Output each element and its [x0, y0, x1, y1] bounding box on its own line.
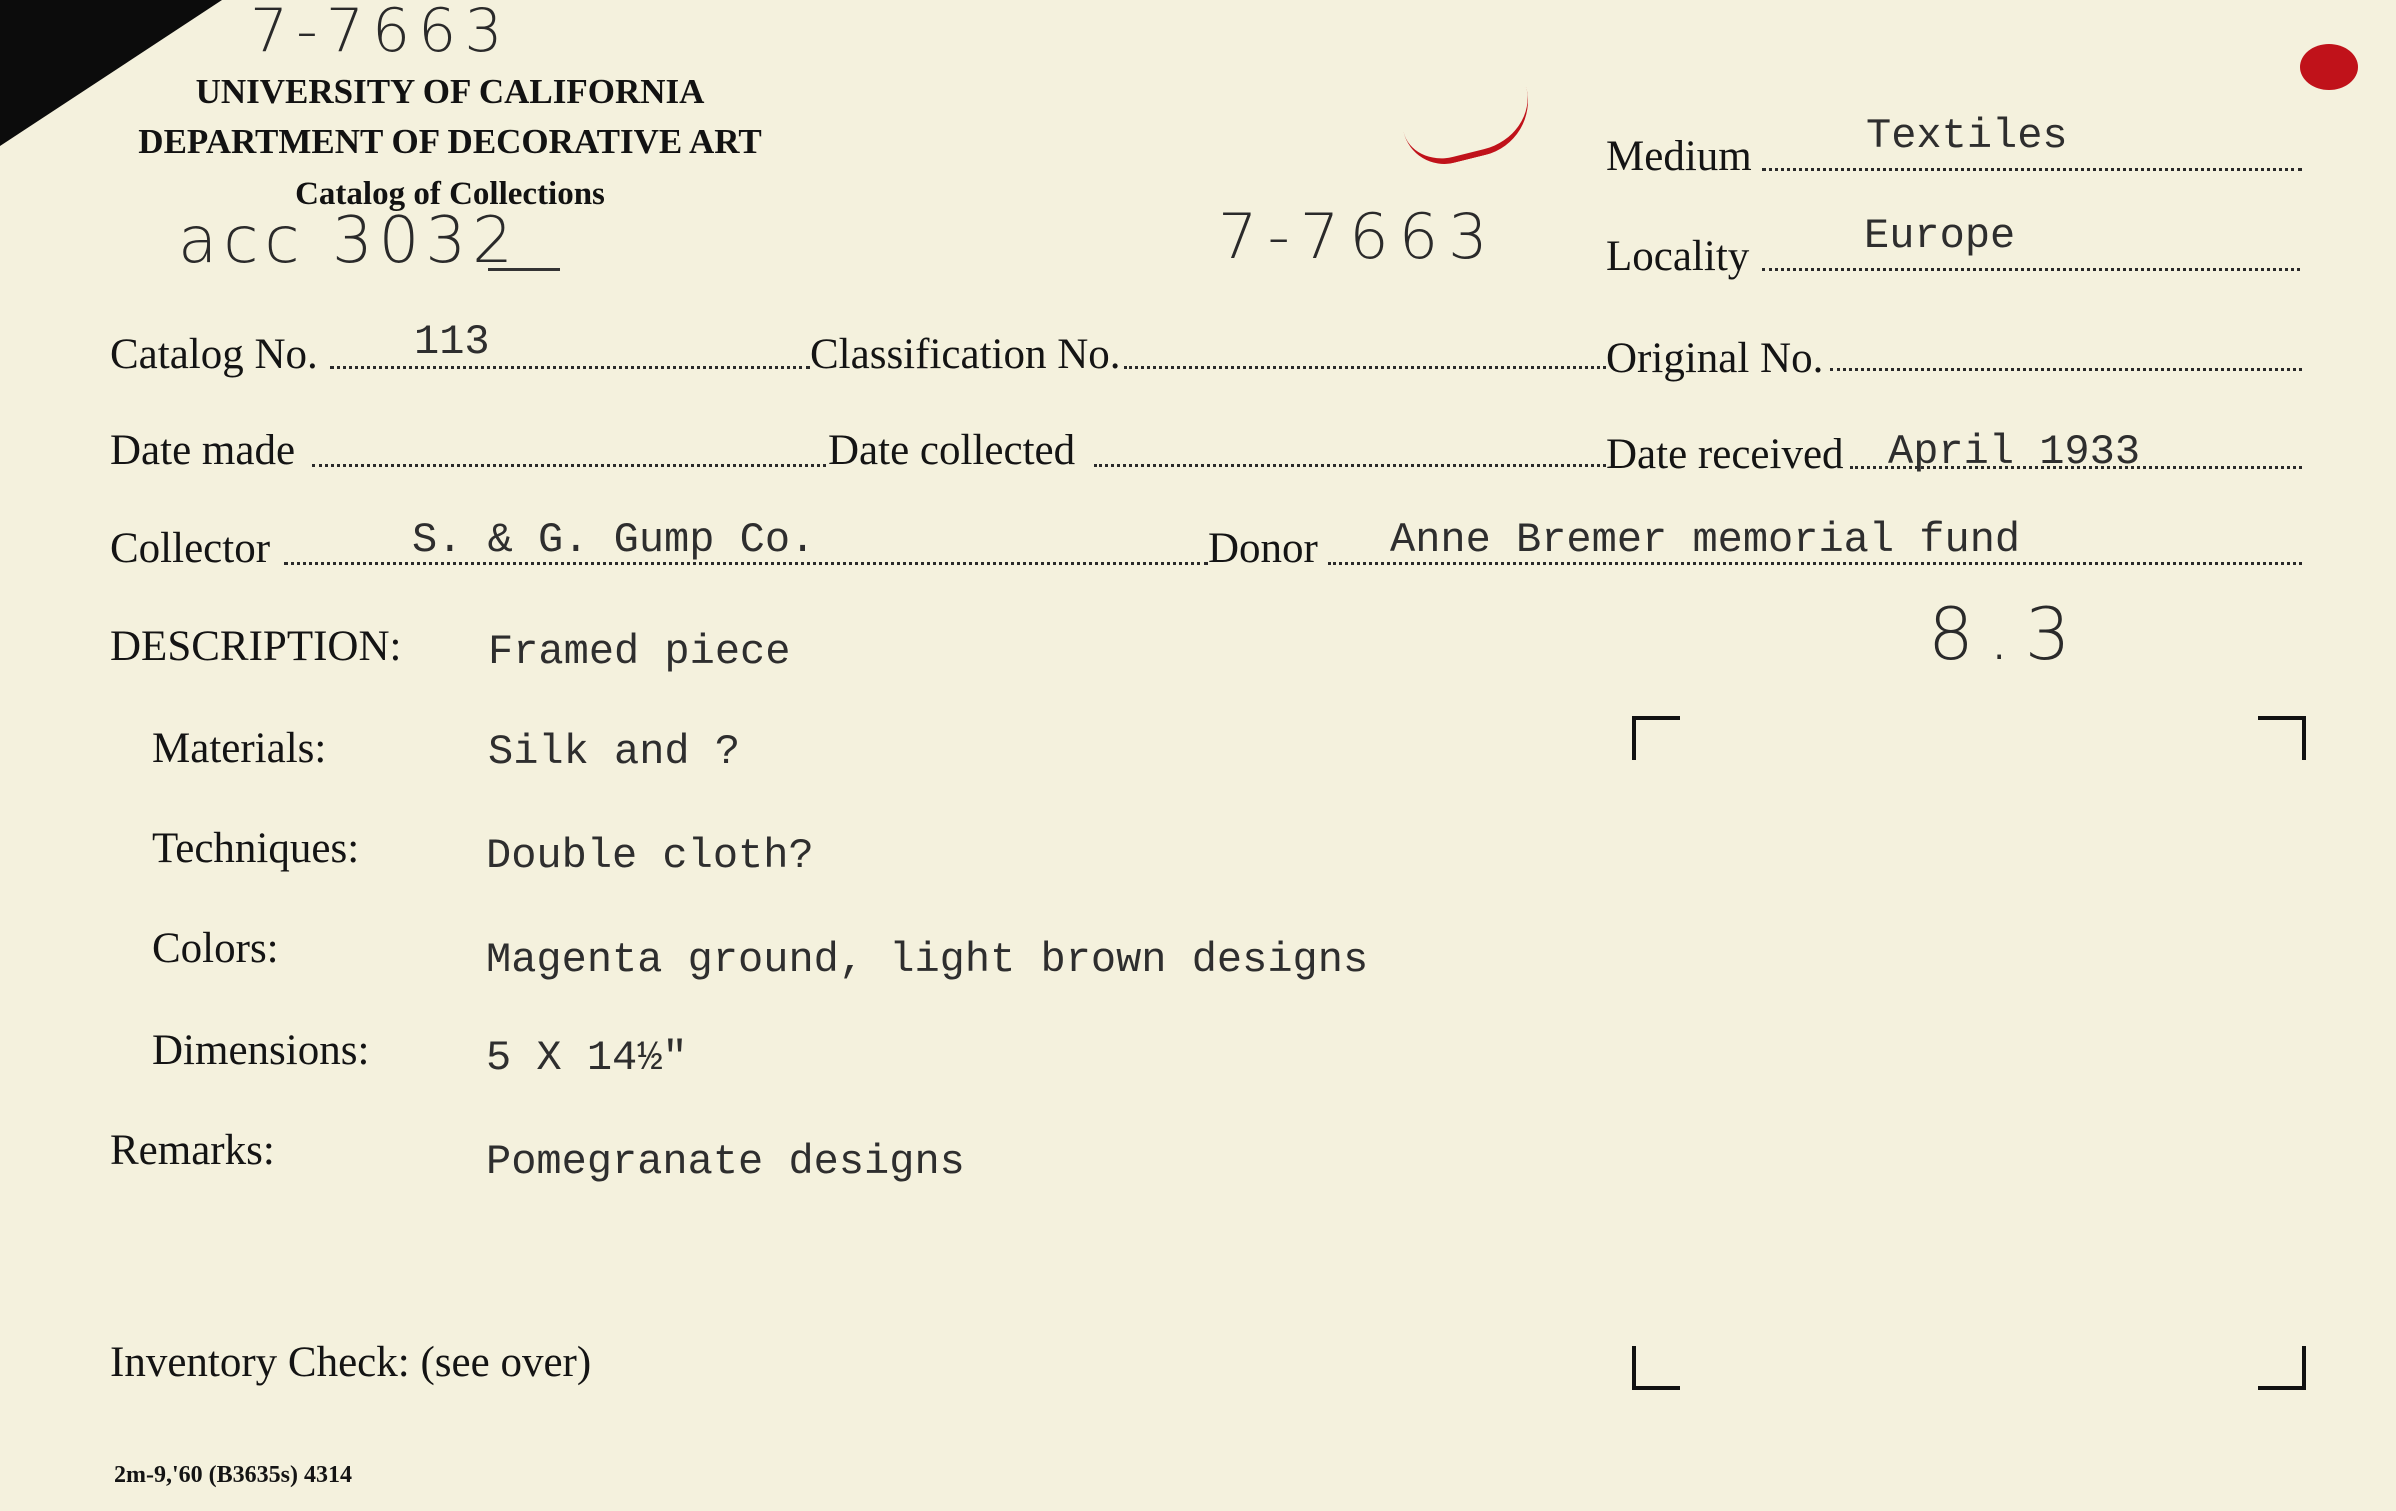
medium-line — [1762, 168, 2302, 171]
acc-underline — [488, 268, 560, 271]
donor-value: Anne Bremer memorial fund — [1390, 516, 2021, 564]
dimensions-label: Dimensions: — [152, 1027, 370, 1074]
corner-mark-bottom-right — [2258, 1346, 2306, 1390]
donor-label: Donor — [1208, 525, 1318, 572]
medium-label: Medium — [1606, 133, 1752, 180]
medium-value: Textiles — [1866, 112, 2068, 160]
remarks-label: Remarks: — [110, 1127, 275, 1174]
description-heading: DESCRIPTION: — [110, 623, 402, 670]
print-code: 2m-9,'60 (B3635s) 4314 — [114, 1462, 352, 1488]
techniques-value: Double cloth? — [486, 832, 814, 880]
red-dot-mark — [2300, 44, 2358, 90]
locality-line — [1762, 268, 2300, 271]
dimensions-value: 5 X 14½" — [486, 1034, 688, 1082]
date-collected-line — [1094, 464, 1606, 467]
remarks-value: Pomegranate designs — [486, 1138, 965, 1186]
accession-number-top: 7-7663 — [250, 0, 511, 66]
catalog-no-value: 113 — [414, 318, 490, 366]
acc-number: acc 3032 — [178, 204, 519, 278]
locality-value: Europe — [1864, 212, 2016, 260]
original-no-line — [1830, 368, 2302, 371]
red-check-mark — [1400, 87, 1540, 173]
collector-value: S. & G. Gump Co. — [412, 516, 816, 564]
materials-value: Silk and ? — [488, 728, 741, 776]
accession-number-mid: 7-7663 — [1218, 200, 1498, 273]
colors-label: Colors: — [152, 925, 279, 972]
classification-no-line — [1124, 366, 1606, 369]
techniques-label: Techniques: — [152, 825, 360, 872]
catalog-no-line — [330, 366, 810, 369]
university-heading: UNIVERSITY OF CALIFORNIA — [195, 72, 705, 111]
collector-label: Collector — [110, 525, 271, 572]
locality-label: Locality — [1606, 233, 1750, 280]
corner-mark-bottom-left — [1632, 1346, 1680, 1390]
shelf-number: 8.3 — [1928, 592, 2085, 676]
corner-mark-top-left — [1632, 716, 1680, 760]
inventory-check: Inventory Check: (see over) — [110, 1339, 592, 1386]
date-made-label: Date made — [110, 427, 296, 474]
date-made-line — [312, 464, 826, 467]
date-collected-label: Date collected — [828, 427, 1076, 474]
catalog-title: Catalog of Collections — [295, 176, 605, 212]
date-received-label: Date received — [1606, 431, 1844, 478]
date-received-value: April 1933 — [1888, 428, 2141, 476]
department-heading: DEPARTMENT OF DECORATIVE ART — [138, 122, 762, 161]
original-no-label: Original No. — [1606, 335, 1824, 382]
classification-no-label: Classification No. — [810, 331, 1121, 378]
colors-value: Magenta ground, light brown designs — [486, 936, 1369, 984]
materials-label: Materials: — [152, 725, 327, 772]
corner-mark-top-right — [2258, 716, 2306, 760]
description-value: Framed piece — [488, 628, 791, 676]
catalog-no-label: Catalog No. — [110, 331, 318, 378]
